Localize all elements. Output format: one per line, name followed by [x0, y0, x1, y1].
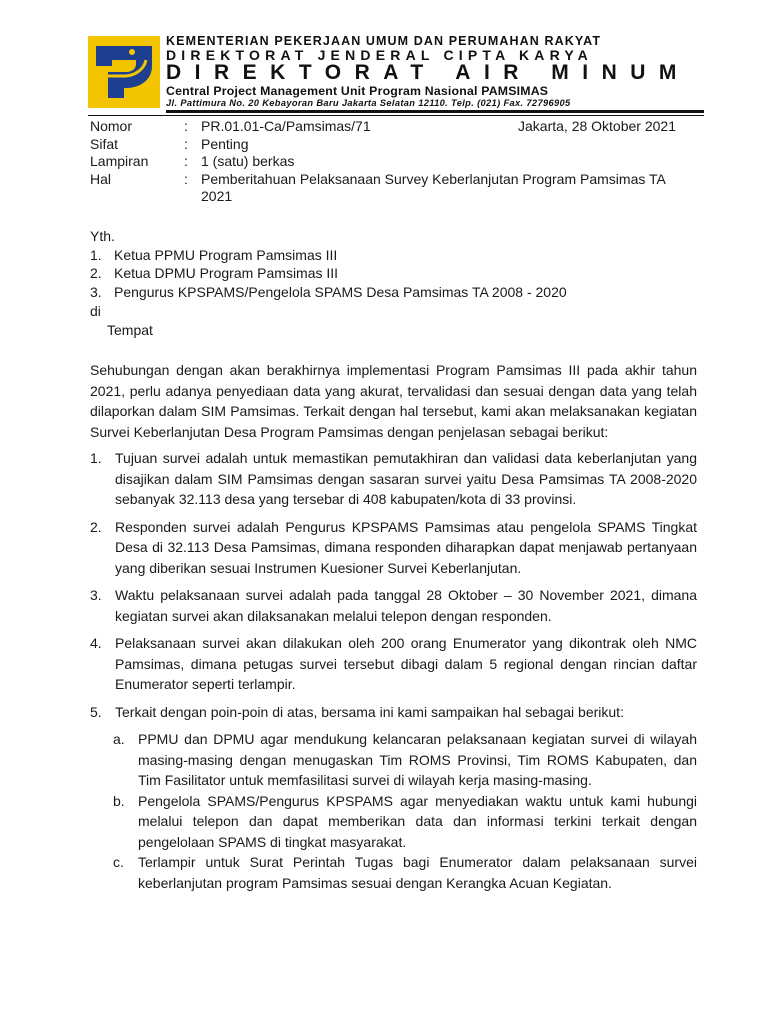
body-sublist-item — [113, 791, 697, 853]
body-sublist-item — [113, 852, 697, 893]
subitem-letter: a. — [113, 731, 125, 747]
item-number: 1. — [90, 450, 102, 466]
recipient-number: 3. — [90, 284, 102, 301]
letterhead-ministry: KEMENTERIAN PEKERJAAN UMUM DAN PERUMAHAN RAKYAT — [166, 34, 602, 48]
subitem-text: PPMU dan DPMU agar mendukung kelancaran pelaksanaan kegiatan survei di wilayah masing-masing dengan menugaskan Tim ROMS Provinsi, Tim ROMS Kabupaten, dan Tim Fasilitator untuk memfasilitasi survei di wilayah kerja masing-masing. — [138, 731, 697, 788]
item-number: 4. — [90, 635, 102, 651]
item-number: 5. — [90, 703, 102, 720]
meta-label: Sifat — [90, 135, 119, 152]
subitem-letter: b. — [113, 792, 125, 809]
meta-colon: : — [184, 135, 188, 152]
body-sublist-item — [113, 729, 697, 791]
item-text: Terkait dengan poin-poin di atas, bersama ini kami sampaikan hal sebagai berikut: — [115, 703, 624, 720]
letter-body — [90, 360, 697, 893]
body-list-item — [90, 517, 697, 579]
meta-row-lampiran — [90, 153, 690, 171]
subitem-letter: c. — [113, 854, 124, 870]
item-text: Tujuan survei adalah untuk memastikan pemutakhiran dan validasi data keberlanjutan yang disajikan dalam SIM Pamsimas dengan sasaran survei yaitu Desa Pamsimas TA 2008-2020 sebanyak 32.113 desa yang tersebar di 408 kabupaten/kota di 33 provinsi. — [115, 450, 697, 507]
recipient-text: Ketua DPMU Program Pamsimas III — [114, 265, 339, 282]
letterhead-unit: Central Project Management Unit Program Nasional PAMSIMAS — [166, 84, 549, 98]
intro-paragraph: Sehubungan dengan akan berakhirnya implementasi Program Pamsimas III pada akhir tahun 2021, perlu adanya penyediaan data yang akurat, tervalidasi dan sesuai dengan data yang telah dilaporkan dalam SIM Pamsimas. Terkait dengan hal tersebut, kami akan melaksanakan kegiatan Survei Keberlanjutan Desa Program Pamsimas dengan penjelasan sebagai berikut: — [90, 362, 697, 440]
recipient-item — [90, 264, 567, 283]
meta-colon: : — [184, 153, 188, 169]
body-list-item — [90, 633, 697, 695]
recipient-di: di — [90, 302, 101, 319]
item-number: 3. — [90, 587, 102, 603]
letterhead-divider-thin — [88, 115, 704, 116]
letterhead-address: Jl. Pattimura No. 20 Kebayoran Baru Jakarta Selatan 12110. Telp. (021) Fax. 72796905 — [166, 98, 571, 108]
body-list-item — [90, 702, 697, 723]
recipient-number: 2. — [90, 265, 102, 282]
meta-row-nomor — [90, 118, 690, 136]
recipient-item — [90, 246, 567, 265]
meta-value-sifat: Penting — [201, 135, 249, 152]
meta-value-hal: Pemberitahuan Pelaksanaan Survey Keberlanjutan Program Pamsimas TA 2021 — [201, 170, 666, 204]
recipient-text: Ketua PPMU Program Pamsimas III — [114, 246, 338, 263]
recipient-text: Pengurus KPSPAMS/Pengelola SPAMS Desa Pamsimas TA 2008 - 2020 — [114, 284, 567, 301]
meta-value-nomor: PR.01.01-Ca/Pamsimas/71 — [201, 118, 371, 134]
meta-value-lampiran: 1 (satu) berkas — [201, 153, 295, 169]
meta-row-hal — [90, 171, 690, 206]
body-list-item — [90, 448, 697, 510]
ministry-logo-icon — [88, 36, 160, 108]
recipient-item — [90, 283, 567, 302]
item-text: Responden survei adalah Pengurus KPSPAMS Pamsimas atau pengelola SPAMS Tingkat Desa di 32.113 Desa Pamsimas, dimana responden diharapkan dapat menjawab pertanyaan yang diberikan sesuai Instrumen Kuesioner Survei Keberlanjutan. — [115, 518, 697, 576]
meta-label: Nomor — [90, 118, 133, 134]
meta-label: Lampiran — [90, 153, 149, 169]
recipients — [90, 227, 567, 339]
letterhead-directorate-general: DIREKTORAT JENDERAL CIPTA KARYA — [166, 47, 593, 63]
letter-meta — [90, 118, 690, 206]
letterhead-directorate: DIREKTORAT AIR MINUM — [166, 61, 690, 84]
item-text: Pelaksanaan survei akan dilakukan oleh 200 orang Enumerator yang dikontrak oleh NMC Pamsimas, dimana petugas survei tersebut dibagi dalam 5 regional dengan rincian daftar Enumerator seperti terlampir. — [115, 635, 697, 692]
meta-row-sifat — [90, 136, 690, 154]
item-text: Waktu pelaksanaan survei adalah pada tanggal 28 Oktober – 30 November 2021, dimana kegiatan survei akan dilaksanakan melalui telepon dengan responden. — [115, 587, 697, 624]
item-number: 2. — [90, 518, 102, 535]
letterhead-divider — [166, 110, 704, 113]
recipient-tempat: Tempat — [107, 321, 153, 338]
recipient-number: 1. — [90, 246, 102, 263]
meta-label: Hal — [90, 170, 112, 187]
body-list-item — [90, 585, 697, 626]
salutation: Yth. — [90, 228, 115, 244]
meta-colon: : — [184, 170, 188, 187]
meta-colon: : — [184, 118, 188, 134]
letter-date: Jakarta, 28 Oktober 2021 — [518, 118, 676, 134]
subitem-text: Terlampir untuk Surat Perintah Tugas bagi Enumerator dalam pelaksanaan survei keberlanjutan program Pamsimas sesuai dengan Kerangka Acuan Kegiatan. — [138, 854, 697, 891]
subitem-text: Pengelola SPAMS/Pengurus KPSPAMS agar menyediakan waktu untuk kami hubungi melalui telepon dan dapat memberikan data dan informasi terkini terkait dengan pengelolaan SPAMS di tingkat masyarakat. — [138, 792, 697, 850]
